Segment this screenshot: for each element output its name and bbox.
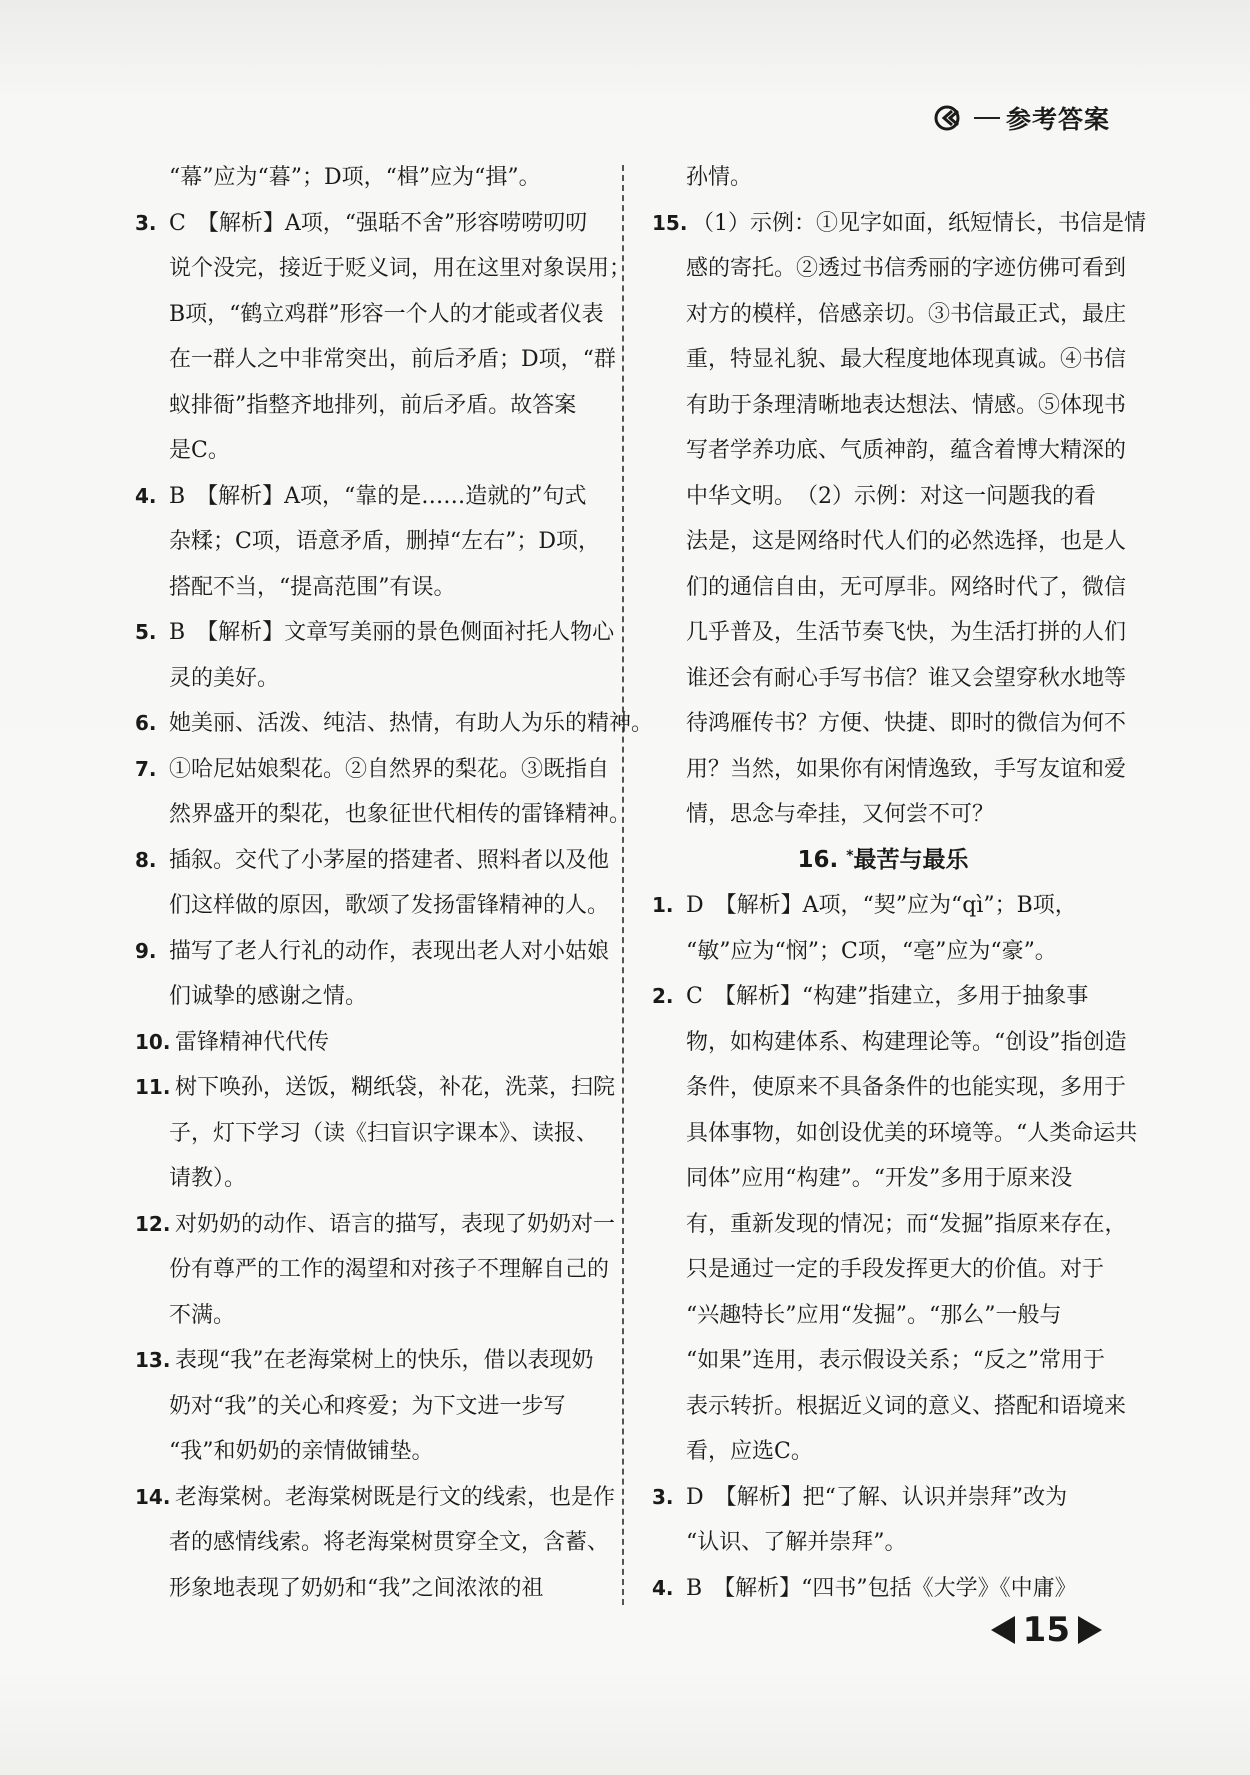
answer-line xyxy=(135,656,615,702)
answer-line xyxy=(652,1293,1114,1339)
answer-line xyxy=(135,383,615,429)
question-number: 12. xyxy=(135,1211,171,1236)
answer-text: 奶对“我”的关心和疼爱；为下文进一步写 xyxy=(169,1393,566,1419)
answer-line xyxy=(652,747,1127,793)
answer-line xyxy=(135,792,632,838)
answer-text: 灵的美好。 xyxy=(169,665,280,691)
answer-line xyxy=(652,565,1127,611)
answer-text: 同体”应用“构建”。“开发”多用于原来没 xyxy=(686,1166,1073,1191)
question-number: 13. xyxy=(135,1348,171,1372)
answer-text: 插叙。交代了小茅屋的搭建者、照料者以及他 xyxy=(169,847,610,873)
answer-text: 感的寄托。②透过书信秀丽的字迹仿佛可看到 xyxy=(686,256,1127,281)
answer-text: B 【解析】文章写美丽的景色侧面衬托人物心 xyxy=(169,620,615,645)
answer-text: C 【解析】“构建”指建立，多用于抽象事 xyxy=(686,984,1089,1009)
question-number: 3. xyxy=(135,210,157,235)
answer-text: 对奶奶的动作、语言的描写，表现了奶奶对一 xyxy=(175,1211,616,1237)
question-number: 14. xyxy=(135,1484,171,1509)
answer-text: 形象地表现了奶奶和“我”之间浓浓的祖 xyxy=(169,1575,544,1601)
answer-line xyxy=(652,1475,1114,1521)
section-star: * xyxy=(846,847,854,864)
section-number: 16. xyxy=(797,846,839,873)
answer-line xyxy=(135,246,632,292)
answer-text: B 【解析】“四书”包括《大学》《中庸》 xyxy=(686,1575,1077,1601)
answer-text: 表示转折。根据近义词的意义、搭配和语境来 xyxy=(686,1393,1127,1419)
answer-line xyxy=(652,201,1146,247)
answer-line xyxy=(135,610,615,656)
question-number: 9. xyxy=(135,938,157,963)
question-number: 10. xyxy=(135,1029,171,1054)
answer-text: B项，“鹤立鸡群”形容一个人的才能或者仪表 xyxy=(169,301,604,327)
answer-text: B 【解析】A项，“靠的是……造就的”句式 xyxy=(169,483,587,509)
answer-text: D 【解析】A项，“契”应为“qì”；B项， xyxy=(686,893,1077,918)
answer-text: 们这样做的原因，歌颂了发扬雷锋精神的人。 xyxy=(169,893,610,918)
answer-line xyxy=(652,1156,1114,1202)
answer-line xyxy=(652,292,1127,338)
answer-text: 搭配不当，“提高范围”有误。 xyxy=(169,574,456,600)
answer-text: 子，灯下学习（读《扫盲识字课本》、读报、 xyxy=(169,1120,599,1146)
answer-line xyxy=(135,292,615,338)
answer-text: 用？当然，如果你有闲情逸致，手写友谊和爱 xyxy=(686,756,1127,782)
answer-line xyxy=(135,565,615,611)
answer-line xyxy=(135,519,615,565)
answer-text: 对方的模样，倍感亲切。③书信最正式，最庄 xyxy=(686,301,1127,327)
answer-text: 份有尊严的工作的渴望和对孩子不理解自己的 xyxy=(169,1257,610,1282)
answer-line xyxy=(135,1566,615,1612)
answer-text: 几乎普及，生活节奏飞快，为生活打拼的人们 xyxy=(686,620,1127,645)
answer-text: 请教）。 xyxy=(169,1166,247,1191)
answer-text: 表现“我”在老海棠树上的快乐，借以表现奶 xyxy=(175,1348,594,1373)
answer-text: 杂糅；C项，语意矛盾，删掉“左右”；D项， xyxy=(169,529,600,554)
answer-line xyxy=(135,883,615,929)
answer-line xyxy=(652,1338,1114,1384)
header-rule xyxy=(974,117,1000,119)
answer-line xyxy=(652,1384,1127,1430)
question-number: 4. xyxy=(652,1575,674,1600)
answer-line xyxy=(135,974,615,1020)
answer-text: 在一群人之中非常突出，前后矛盾；D项，“群 xyxy=(169,347,616,372)
answer-line xyxy=(135,1111,615,1157)
answer-line xyxy=(135,1475,615,1521)
question-number: 7. xyxy=(135,756,157,781)
answer-text: 雷锋精神代代传 xyxy=(175,1029,330,1055)
answer-text: 条件，使原来不具备条件的也能实现，多用于 xyxy=(686,1075,1127,1100)
answer-line xyxy=(652,610,1127,656)
answer-text: C 【解析】A项，“强聒不舍”形容唠唠叨叨 xyxy=(169,210,588,236)
answer-line xyxy=(652,1202,1127,1248)
answer-text: 们的通信自由，无可厚非。网络时代了，微信 xyxy=(686,574,1127,600)
answer-line xyxy=(135,337,615,383)
answer-line xyxy=(652,1020,1127,1066)
answer-line xyxy=(652,1111,1138,1157)
answer-line xyxy=(135,1293,615,1339)
answer-line xyxy=(652,474,1114,520)
answer-text: 写者学养功底、气质神韵，蕴含着博大精深的 xyxy=(686,438,1127,463)
double-chevron-circle-icon xyxy=(934,105,968,131)
answer-text: 蚁排衙”指整齐地排列，前后矛盾。故答案 xyxy=(169,392,577,418)
left-column xyxy=(135,155,654,1611)
question-number: 3. xyxy=(652,1484,674,1509)
question-number: 5. xyxy=(135,620,157,644)
answer-line xyxy=(652,246,1127,292)
answer-text: 描写了老人行礼的动作，表现出老人对小姑娘 xyxy=(169,938,610,964)
answer-line xyxy=(135,1429,615,1475)
answer-line xyxy=(135,428,615,474)
answer-text: 孙情。 xyxy=(686,165,753,190)
question-number: 6. xyxy=(135,711,157,735)
answer-line xyxy=(652,1566,1114,1612)
answer-text: 老海棠树。老海棠树既是行文的线索，也是作 xyxy=(175,1484,616,1510)
answer-text: 不满。 xyxy=(169,1302,236,1328)
page-number: 15 xyxy=(1022,1610,1070,1650)
answer-line xyxy=(135,1520,615,1566)
answer-line xyxy=(652,519,1127,565)
answer-line xyxy=(135,701,654,747)
answer-line xyxy=(652,656,1127,702)
question-number: 4. xyxy=(135,483,157,508)
answer-text: 是C。 xyxy=(169,438,230,463)
answer-line xyxy=(135,838,615,884)
answer-line xyxy=(135,1065,615,1111)
answer-text: 只是通过一定的手段发挥更大的价值。对于 xyxy=(686,1257,1105,1282)
answer-line xyxy=(135,474,615,520)
answer-text: 树下唤孙，送饭，糊纸袋，补花，洗菜，扫院 xyxy=(175,1075,616,1100)
answer-line xyxy=(135,1384,615,1430)
header-title: 参考答案 xyxy=(1005,105,1110,134)
answer-text: 有助于条理清晰地表达想法、情感。⑤体现书 xyxy=(686,392,1127,418)
answer-text: 重，特显礼貌、最大程度地体现真诚。④书信 xyxy=(686,347,1127,372)
answer-line xyxy=(652,1065,1127,1111)
triangle-left-icon xyxy=(991,1616,1015,1644)
answer-text: 谁还会有耐心手写书信？谁又会望穿秋水地等 xyxy=(686,665,1127,691)
section-title-text: 最苦与最乐 xyxy=(853,846,969,873)
answer-line xyxy=(652,337,1127,383)
answer-text: 说个没完，接近于贬义词，用在这里对象误用； xyxy=(169,256,632,281)
answer-line xyxy=(135,1156,615,1202)
answer-line xyxy=(135,155,615,201)
page-header xyxy=(934,100,1110,136)
answer-text: “如果”连用，表示假设关系；“反之”常用于 xyxy=(686,1348,1105,1373)
question-number: 8. xyxy=(135,847,157,872)
answer-text: 有，重新发现的情况；而“发掘”指原来存在， xyxy=(686,1211,1127,1237)
section-title xyxy=(652,838,1114,884)
answer-text: 物，如构建体系、构建理论等。“创设”指创造 xyxy=(686,1029,1127,1055)
answer-text: “我”和奶奶的亲情做铺垫。 xyxy=(169,1439,434,1464)
answer-text: 看，应选C。 xyxy=(686,1439,813,1464)
answer-line xyxy=(652,974,1114,1020)
answer-line xyxy=(652,1429,1114,1475)
question-number: 15. xyxy=(652,210,688,235)
answer-line xyxy=(652,1520,1114,1566)
question-number: 11. xyxy=(135,1075,171,1099)
answer-line xyxy=(652,428,1127,474)
answer-text: ①哈尼姑娘梨花。②自然界的梨花。③既指自 xyxy=(169,756,610,782)
answer-text: 者的感情线索。将老海棠树贯穿全文，含蓄、 xyxy=(169,1530,610,1555)
answer-text: 待鸿雁传书？方便、快捷、即时的微信为何不 xyxy=(686,711,1127,736)
answer-text: 然界盛开的梨花，也象征世代相传的雷锋精神。 xyxy=(169,802,632,827)
answer-text: “兴趣特长”应用“发掘”。“那么”一般与 xyxy=(686,1302,1062,1328)
answer-line xyxy=(652,383,1127,429)
answer-text: 她美丽、活泼、纯洁、热情，有助人为乐的精神。 xyxy=(169,711,654,736)
answer-line xyxy=(652,1247,1114,1293)
answer-text: “幕”应为“暮”；D项，“楫”应为“揖”。 xyxy=(169,165,541,190)
answer-line xyxy=(652,792,1114,838)
triangle-right-icon xyxy=(1078,1616,1102,1644)
answer-text: 中华文明。 （2）示例：对这一问题我的看 xyxy=(686,483,1096,509)
answer-line xyxy=(652,155,1114,201)
answer-text: （1）示例：①见字如面，纸短情长，书信是情 xyxy=(692,210,1146,236)
answer-text: 具体事物，如创设优美的环境等。“人类命运共 xyxy=(686,1120,1138,1146)
question-number: 2. xyxy=(652,984,674,1008)
answer-line xyxy=(135,747,615,793)
right-column xyxy=(652,155,1146,1611)
question-number: 1. xyxy=(652,893,674,917)
column-divider xyxy=(622,165,624,1605)
answer-line xyxy=(135,1020,615,1066)
answer-line xyxy=(135,1202,615,1248)
answer-text: “认识、了解并崇拜”。 xyxy=(686,1530,907,1555)
answer-line xyxy=(652,929,1114,975)
answer-text: 情，思念与牵挂，又何尝不可？ xyxy=(686,802,995,827)
answer-line xyxy=(135,1338,615,1384)
answer-line xyxy=(135,201,615,247)
answer-text: 法是，这是网络时代人们的必然选择，也是人 xyxy=(686,529,1127,554)
answer-line xyxy=(135,1247,615,1293)
answer-line xyxy=(135,929,615,975)
answer-line xyxy=(652,701,1127,747)
answer-text: 们诚挚的感谢之情。 xyxy=(169,984,368,1009)
answer-line xyxy=(652,883,1114,929)
answer-text: D 【解析】把“了解、认识并崇拜”改为 xyxy=(686,1484,1068,1510)
answer-text: “敏”应为“悯”；C项，“亳”应为“豪”。 xyxy=(686,938,1057,964)
page-number-nav xyxy=(991,1610,1102,1650)
